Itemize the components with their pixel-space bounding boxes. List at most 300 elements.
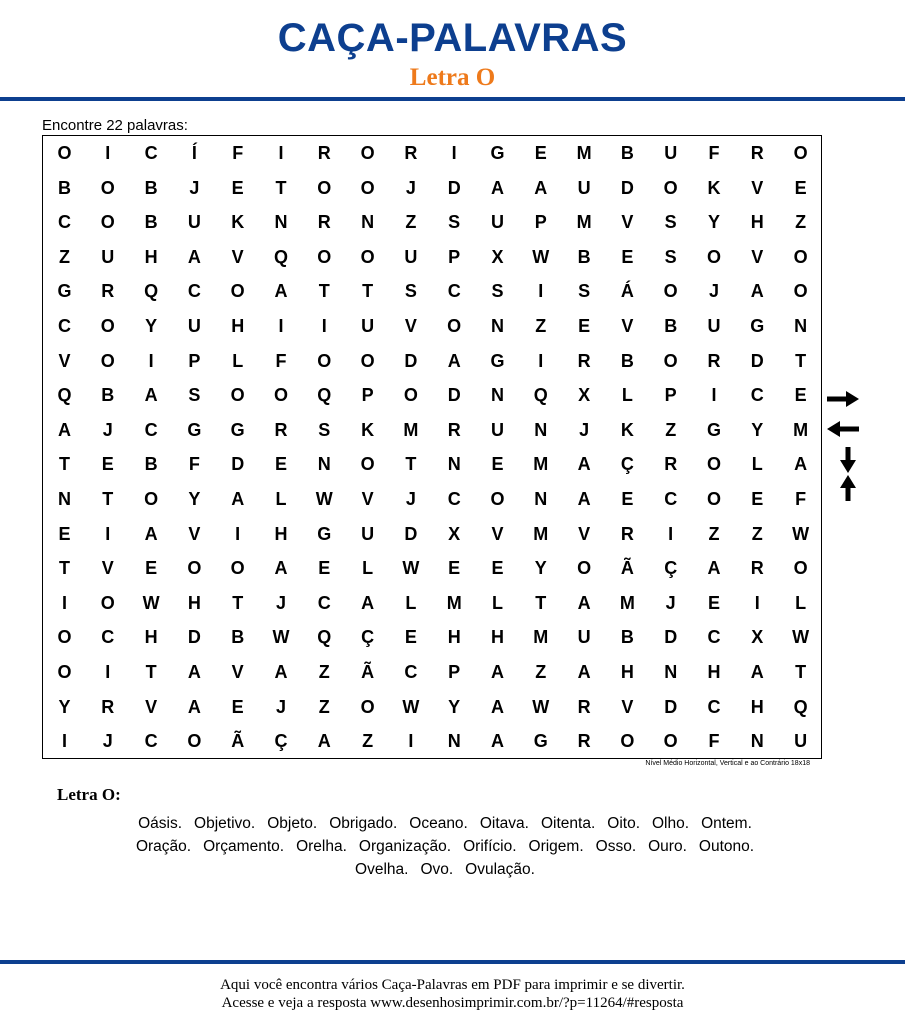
grid-cell: B xyxy=(620,143,634,163)
grid-cell: G xyxy=(187,419,202,440)
grid-cell: S xyxy=(491,281,504,302)
footer-line-2: Acesse e veja a resposta www.desenhosimprimir.com.br/?p=11264/#resposta xyxy=(221,995,684,1011)
grid-cell: I xyxy=(451,143,457,163)
arrow-right-icon xyxy=(826,390,860,408)
grid-cell: O xyxy=(360,350,375,371)
grid-cell: A xyxy=(750,281,764,302)
grid-cell: V xyxy=(621,316,634,336)
word-list-item: Ovo. xyxy=(420,861,454,878)
grid-cell: T xyxy=(535,592,547,613)
grid-cell: P xyxy=(448,246,461,267)
grid-cell: B xyxy=(577,246,591,267)
grid-cell: A xyxy=(491,662,504,682)
grid-cell: R xyxy=(620,523,634,544)
grid-cell: D xyxy=(404,350,418,371)
grid-cell: C xyxy=(664,489,678,509)
grid-cell: H xyxy=(144,246,158,267)
grid-cell: E xyxy=(231,177,244,198)
grid-cell: R xyxy=(101,281,115,302)
grid-cell: H xyxy=(447,627,461,648)
grid-cell: O xyxy=(403,385,418,406)
grid-cell: Ç xyxy=(361,627,375,648)
grid-cell: H xyxy=(231,316,245,336)
grid-cell: Z xyxy=(751,523,763,544)
grid-cell: Z xyxy=(708,523,720,544)
grid-cell: E xyxy=(448,558,461,579)
grid-cell: U xyxy=(187,316,201,336)
grid-cell: W xyxy=(272,627,290,648)
grid-cell: B xyxy=(101,385,115,406)
grid-cell: A xyxy=(144,385,158,406)
grid-cell: T xyxy=(405,454,417,475)
grid-cell: T xyxy=(145,662,157,682)
grid-cell: J xyxy=(708,281,719,302)
grid-cell: Y xyxy=(448,696,461,717)
grid-cell: O xyxy=(100,177,115,198)
word-list-item: Oásis. xyxy=(138,815,183,832)
grid-cell: S xyxy=(318,419,331,440)
page-title: CAÇA-PALAVRAS xyxy=(277,16,628,60)
grid-cell: N xyxy=(664,662,678,682)
grid-cell: T xyxy=(275,177,287,198)
grid-cell: O xyxy=(187,731,202,752)
grid-cell: T xyxy=(102,489,114,509)
grid-cell: B xyxy=(144,454,158,475)
grid-cell: N xyxy=(794,316,808,336)
arrow-down-icon xyxy=(839,446,857,474)
grid-cell: J xyxy=(102,419,113,440)
grid-cell: T xyxy=(59,558,70,579)
grid-cell: I xyxy=(61,592,67,613)
grid-cell: R xyxy=(404,143,418,163)
grid-cell: I xyxy=(61,731,67,752)
grid-cell: O xyxy=(360,454,375,475)
grid-cell: M xyxy=(533,523,549,544)
grid-cell: U xyxy=(361,523,375,544)
word-list-item: Organização. xyxy=(358,838,452,855)
grid-cell: A xyxy=(794,454,808,475)
grid-cell: U xyxy=(361,316,375,336)
grid-cell: N xyxy=(58,489,71,509)
grid-cell: C xyxy=(707,627,721,648)
grid-cell: L xyxy=(275,489,287,509)
grid-cell: O xyxy=(447,316,462,336)
grid-cell: U xyxy=(491,419,504,440)
word-list-item: Olho. xyxy=(652,815,690,832)
grid-cell: S xyxy=(448,212,461,233)
grid-cell: D xyxy=(447,177,461,198)
grid-cell: D xyxy=(664,696,678,717)
grid-cell: W xyxy=(792,523,810,544)
grid-cell: J xyxy=(275,592,286,613)
grid-cell: W xyxy=(402,696,420,717)
grid-cell: Z xyxy=(318,696,330,717)
grid-cell: Y xyxy=(188,489,201,509)
grid-cell: O xyxy=(317,350,332,371)
word-list-item: Ovelha. xyxy=(355,861,409,878)
grid-cell: C xyxy=(707,696,721,717)
bottom-divider xyxy=(0,960,905,964)
grid-cell: I xyxy=(668,523,674,544)
grid-cell: Ç xyxy=(620,454,634,475)
grid-cell: S xyxy=(578,281,591,302)
grid-cell: C xyxy=(144,731,158,752)
grid-cell: O xyxy=(663,731,678,752)
grid-cell: X xyxy=(491,246,504,267)
puzzle-instruction: Encontre 22 palavras: xyxy=(42,117,188,134)
grid-cell: I xyxy=(105,143,111,163)
grid-cell: R xyxy=(577,696,591,717)
grid-cell: I xyxy=(711,385,717,406)
grid-cell: C xyxy=(447,281,461,302)
grid-cell: O xyxy=(273,385,288,406)
grid-cell: E xyxy=(621,246,634,267)
grid-cell: V xyxy=(751,246,764,267)
grid-cell: Y xyxy=(707,212,720,233)
grid-cell: F xyxy=(795,489,807,509)
grid-cell: P xyxy=(664,385,677,406)
grid-cell: C xyxy=(317,592,331,613)
grid-cell: E xyxy=(58,523,71,544)
grid-cell: U xyxy=(794,731,808,752)
grid-cell: R xyxy=(274,419,288,440)
grid-cell: H xyxy=(707,662,721,682)
grid-cell: A xyxy=(274,558,288,579)
grid-cell: C xyxy=(58,316,71,336)
word-list-item: Origem. xyxy=(528,838,584,855)
grid-cell: O xyxy=(230,385,245,406)
grid-cell: H xyxy=(144,627,158,648)
grid-cell: A xyxy=(707,558,721,579)
grid-cell: O xyxy=(57,662,72,682)
grid-cell: Q xyxy=(793,696,808,717)
word-list-item: Oitava. xyxy=(479,815,529,832)
grid-cell: Ã xyxy=(620,558,634,579)
grid-cell: O xyxy=(317,177,332,198)
grid-cell: Z xyxy=(362,731,374,752)
grid-cell: I xyxy=(105,662,111,682)
grid-cell: H xyxy=(750,212,764,233)
grid-cell: E xyxy=(707,592,720,613)
grid-cell: L xyxy=(621,385,633,406)
grid-cell: Q xyxy=(317,627,332,648)
grid-cell: V xyxy=(231,246,244,267)
grid-cell: U xyxy=(187,212,201,233)
grid-cell: H xyxy=(750,696,764,717)
grid-cell: G xyxy=(706,419,721,440)
grid-cell: D xyxy=(447,385,461,406)
grid-cell: U xyxy=(577,177,591,198)
grid-cell: D xyxy=(231,454,245,475)
grid-cell: J xyxy=(189,177,200,198)
grid-cell: O xyxy=(663,177,678,198)
grid-cell: F xyxy=(708,143,720,163)
grid-cell: H xyxy=(187,592,201,613)
grid-cell: O xyxy=(706,454,721,475)
grid-cell: E xyxy=(578,316,591,336)
grid-cell: R xyxy=(317,212,331,233)
grid-cell: I xyxy=(278,316,284,336)
word-list xyxy=(60,812,830,881)
word-list-item: Oceano. xyxy=(409,815,468,832)
grid-cell: X xyxy=(751,627,764,648)
grid-cell: B xyxy=(664,316,678,336)
grid-cell: Ç xyxy=(664,558,678,579)
grid-cell: Á xyxy=(620,281,634,302)
grid-cell: L xyxy=(405,592,417,613)
grid-cell: P xyxy=(448,662,461,682)
grid-cell: A xyxy=(187,246,201,267)
grid-cell: V xyxy=(58,350,71,371)
grid-cell: O xyxy=(100,316,115,336)
grid-cell: G xyxy=(57,281,72,302)
grid-cell: R xyxy=(447,419,461,440)
grid-cell: D xyxy=(620,177,634,198)
grid-cell: R xyxy=(750,143,764,163)
word-list-item: Outono. xyxy=(698,838,755,855)
word-list-item: Ontem. xyxy=(701,815,752,832)
grid-cell: N xyxy=(491,316,504,336)
grid-cell: V xyxy=(361,489,374,509)
grid-cell: T xyxy=(59,454,70,475)
grid-cell: Q xyxy=(57,385,72,406)
word-list-item: Obrigado. xyxy=(329,815,398,832)
grid-cell: K xyxy=(231,212,245,233)
word-list-item: Oração. xyxy=(135,838,192,855)
level-note: Nível Médio Horizontal, Vertical e ao Contrário 18x18 xyxy=(645,760,810,767)
grid-cell: N xyxy=(447,731,461,752)
grid-cell: S xyxy=(404,281,417,302)
grid-cell: K xyxy=(707,177,721,198)
grid-cell: P xyxy=(188,350,201,371)
grid-cell: A xyxy=(577,662,591,682)
grid-cell: D xyxy=(187,627,201,648)
grid-cell: O xyxy=(490,489,505,509)
grid-cell: U xyxy=(101,246,115,267)
grid-cell: W xyxy=(532,696,550,717)
word-search-grid xyxy=(42,135,822,759)
word-list-item: Orifício. xyxy=(463,838,517,855)
grid-cell: U xyxy=(491,212,504,233)
grid-cell: M xyxy=(793,419,809,440)
grid-cell: S xyxy=(664,212,677,233)
grid-cell: D xyxy=(750,350,764,371)
grid-cell: J xyxy=(405,489,416,509)
grid-cell: M xyxy=(533,627,549,648)
grid-cell: E xyxy=(145,558,158,579)
grid-cell: L xyxy=(492,592,503,613)
grid-cell: O xyxy=(230,281,245,302)
grid-cell: B xyxy=(144,177,158,198)
grid-cell: O xyxy=(100,592,115,613)
grid-cell: A xyxy=(447,350,461,371)
grid-cell: Q xyxy=(144,281,159,302)
grid-cell: M xyxy=(446,592,462,613)
grid-cell: J xyxy=(102,731,113,752)
grid-cell: C xyxy=(404,662,418,682)
grid-cell: G xyxy=(490,350,505,371)
word-list-item: Objeto. xyxy=(267,815,318,832)
grid-cell: Q xyxy=(317,385,332,406)
grid-cell: O xyxy=(100,212,115,233)
grid-cell: O xyxy=(360,246,375,267)
grid-cell: N xyxy=(750,731,764,752)
grid-cell: R xyxy=(750,558,764,579)
grid-cell: A xyxy=(58,419,71,440)
grid-cell: V xyxy=(231,662,244,682)
grid-cell: R xyxy=(317,143,331,163)
grid-cell: A xyxy=(577,592,591,613)
grid-cell: C xyxy=(447,489,461,509)
grid-cell: V xyxy=(188,523,201,544)
grid-cell: O xyxy=(793,143,808,163)
grid-cell: O xyxy=(620,731,635,752)
grid-cell: G xyxy=(750,316,765,336)
grid-cell: B xyxy=(58,177,71,198)
grid-cell: E xyxy=(318,558,331,579)
grid-cell: H xyxy=(620,662,634,682)
grid-cell: O xyxy=(360,177,375,198)
grid-cell: B xyxy=(620,350,634,371)
grid-cell: V xyxy=(404,316,417,336)
grid-cell: G xyxy=(490,143,505,163)
grid-cell: O xyxy=(317,246,332,267)
grid-cell: E xyxy=(621,489,634,509)
grid-cell: A xyxy=(491,177,504,198)
grid-cell: F xyxy=(275,350,287,371)
grid-cell: B xyxy=(144,212,158,233)
grid-cell: V xyxy=(145,696,158,717)
grid-cell: V xyxy=(101,558,114,579)
grid-cell: T xyxy=(795,350,807,371)
grid-cell: U xyxy=(404,246,418,267)
grid-cell: O xyxy=(577,558,592,579)
grid-cell: O xyxy=(100,350,115,371)
grid-cell: M xyxy=(576,143,592,163)
grid-cell: Z xyxy=(405,212,417,233)
grid-cell: W xyxy=(532,246,550,267)
grid-cell: F xyxy=(232,143,244,163)
grid-cell: A xyxy=(187,696,201,717)
grid-cell: U xyxy=(707,316,721,336)
grid-cell: Ã xyxy=(231,731,245,752)
arrow-up-icon xyxy=(839,474,857,502)
grid-cell: C xyxy=(58,212,71,233)
grid-cell: V xyxy=(491,523,504,544)
grid-cell: K xyxy=(361,419,375,440)
grid-cell: U xyxy=(664,143,678,163)
grid-cell: B xyxy=(231,627,245,648)
grid-cell: N xyxy=(361,212,375,233)
grid-cell: I xyxy=(278,143,284,163)
grid-cell: E xyxy=(491,558,504,579)
grid-cell: B xyxy=(620,627,634,648)
grid-cell: I xyxy=(235,523,241,544)
grid-cell: A xyxy=(491,731,504,752)
arrow-left-icon xyxy=(826,420,860,438)
grid-cell: A xyxy=(491,696,504,717)
word-list-item: Oitenta. xyxy=(540,815,596,832)
grid-cell: I xyxy=(408,731,414,752)
grid-cell: A xyxy=(750,662,764,682)
grid-cell: O xyxy=(57,143,72,163)
word-list-item: Ovulação. xyxy=(465,861,535,878)
grid-cell: V xyxy=(621,696,634,717)
grid-cell: A xyxy=(187,662,201,682)
grid-cell: A xyxy=(361,592,375,613)
grid-cell: I xyxy=(754,592,760,613)
grid-cell: V xyxy=(578,523,591,544)
grid-cell: A xyxy=(317,731,331,752)
grid-cell: D xyxy=(664,627,678,648)
grid-cell: W xyxy=(142,592,160,613)
grid-cell: L xyxy=(751,454,763,475)
grid-cell: Z xyxy=(795,212,807,233)
grid-cell: N xyxy=(534,489,548,509)
grid-cell: P xyxy=(534,212,547,233)
grid-cell: E xyxy=(101,454,114,475)
grid-cell: A xyxy=(274,281,288,302)
grid-cell: T xyxy=(232,592,244,613)
grid-cell: E xyxy=(404,627,417,648)
grid-cell: O xyxy=(230,558,245,579)
grid-cell: R xyxy=(101,696,115,717)
grid-cell: E xyxy=(794,177,807,198)
grid-cell: E xyxy=(491,454,504,475)
grid-cell: J xyxy=(579,419,590,440)
grid-cell: A xyxy=(577,489,591,509)
grid-cell: T xyxy=(795,662,807,682)
grid-cell: N xyxy=(274,212,288,233)
grid-cell: O xyxy=(663,350,678,371)
grid-cell: A xyxy=(231,489,245,509)
grid-cell: H xyxy=(491,627,504,648)
grid-cell: A xyxy=(534,177,548,198)
grid-cell: W xyxy=(315,489,333,509)
grid-cell: T xyxy=(362,281,374,302)
grid-cell: O xyxy=(793,246,808,267)
grid-cell: M xyxy=(576,212,592,233)
grid-cell: I xyxy=(538,350,544,371)
grid-cell: C xyxy=(144,143,158,163)
grid-cell: M xyxy=(403,419,419,440)
grid-cell: O xyxy=(144,489,159,509)
grid-cell: O xyxy=(360,143,375,163)
grid-cell: H xyxy=(274,523,288,544)
grid-cell: Ç xyxy=(274,731,288,752)
grid-cell: G xyxy=(230,419,245,440)
grid-cell: Q xyxy=(533,385,548,406)
grid-cell: W xyxy=(792,627,810,648)
grid-cell: V xyxy=(621,212,634,233)
word-list-label: Letra O: xyxy=(57,785,121,804)
grid-cell: O xyxy=(187,558,202,579)
grid-cell: O xyxy=(706,489,721,509)
grid-cell: G xyxy=(317,523,332,544)
grid-cell: N xyxy=(447,454,461,475)
grid-cell: X xyxy=(578,385,591,406)
grid-cell: Z xyxy=(535,662,547,682)
grid-cell: I xyxy=(148,350,154,371)
grid-cell: K xyxy=(620,419,634,440)
grid-cell: E xyxy=(794,385,807,406)
grid-cell: L xyxy=(232,350,244,371)
grid-cell: S xyxy=(188,385,201,406)
word-list-item: Orelha. xyxy=(296,838,347,855)
grid-cell: D xyxy=(404,523,418,544)
grid-cell: L xyxy=(795,592,807,613)
grid-cell: F xyxy=(708,731,720,752)
